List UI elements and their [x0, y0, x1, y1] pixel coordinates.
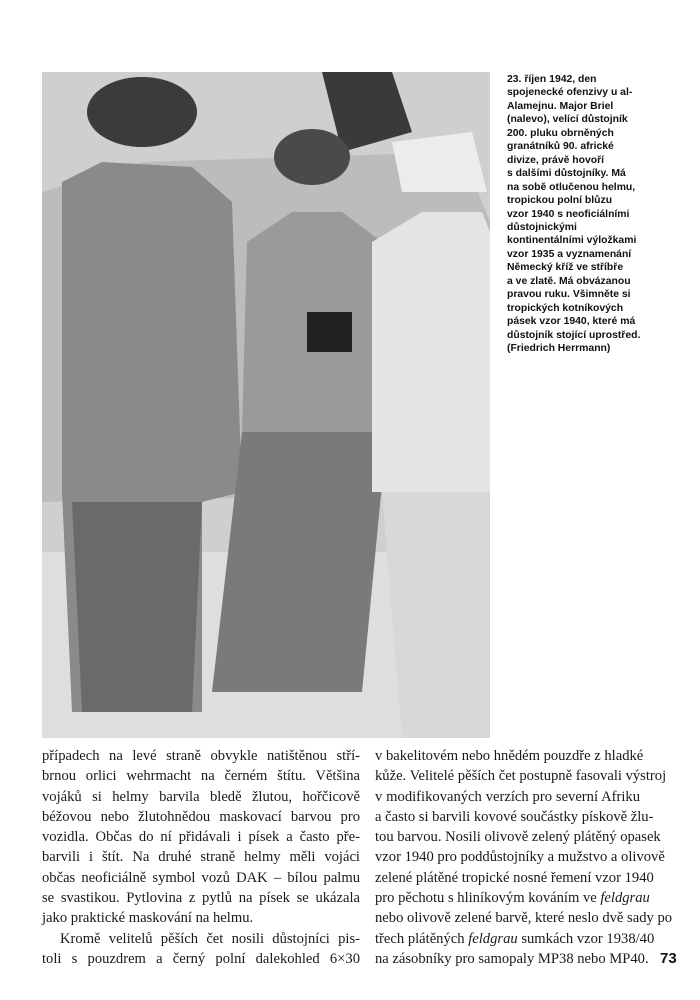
- photo-illustration: [42, 72, 490, 738]
- body-text: pro pěchotu s hliníkovým kováním ve: [375, 890, 601, 907]
- body-line: na zásobníky pro samopaly MP38 nebo MP40.: [375, 950, 649, 967]
- caption-line: Alamejnu. Major Briel: [507, 100, 614, 112]
- caption-line: Německý kříž ve stříbře: [507, 262, 624, 274]
- body-line: nebo olivově zelené barvě, které neslo dvě sady po: [375, 910, 673, 927]
- caption-line: 200. pluku obrněných: [507, 127, 614, 139]
- body-line: [375, 888, 650, 908]
- body-line: se svastikou. Pytlovina z pytlů na písek se ukázala: [42, 890, 360, 907]
- italic-term: feldgrau: [600, 890, 650, 907]
- body-line: vzor 1940 pro poddůstojníky a mužstvo a olivově: [375, 849, 665, 866]
- body-line: barvili i štít. Na druhé straně helmy měli vojáci: [42, 849, 360, 866]
- body-line: tou barvou. Nosili olivově zelený plátěný opasek: [375, 829, 661, 846]
- body-line: zelené plátěné tropické nosné řemení vzor 1940: [375, 869, 654, 886]
- body-text: sumkách vzor 1938/40: [517, 930, 655, 947]
- caption-line: spojenecké ofenzivy u al-: [507, 87, 633, 99]
- body-line: béžovou nebo žlutohnědou maskovací barvou pro: [42, 808, 360, 825]
- caption-line: a ve zlatě. Má obvázanou: [507, 275, 631, 287]
- caption-line: důstojnickými: [507, 221, 577, 233]
- body-line: jako praktické maskování na helmu.: [42, 910, 254, 927]
- caption-line: tropickou polní blůzu: [507, 195, 613, 207]
- caption-line: na sobě otlučenou helmu,: [507, 181, 636, 193]
- caption-line: divize, právě hovoří: [507, 154, 605, 166]
- caption-line: (nalevo), velící důstojník: [507, 114, 628, 126]
- body-line: a často si barvili kovové součástky pískově žlu-: [375, 808, 654, 825]
- body-text: třech plátěných: [375, 930, 469, 947]
- caption-line: s dalšími důstojníky. Má: [507, 168, 626, 180]
- body-line: vojáků si helmy barvila bledě žlutou, hořčicově: [42, 788, 360, 805]
- caption-line: kontinentálními výložkami: [507, 235, 637, 247]
- caption-line: (Friedrich Herrmann): [507, 343, 611, 355]
- body-line: občas neoficiálně symbol vozů DAK – bílou palmu: [42, 869, 360, 886]
- caption-line: granátníků 90. africké: [507, 141, 614, 153]
- body-line: v bakelitovém nebo hnědém pouzdře z hladké: [375, 748, 644, 764]
- caption-line: důstojník stojící uprostřed.: [507, 329, 641, 341]
- caption-line: pásek vzor 1940, které má: [507, 316, 636, 328]
- photo-caption: [507, 73, 697, 356]
- body-line: kůže. Velitelé pěších čet postupně fasovali výstroj: [375, 768, 667, 785]
- body-line: vozidla. Občas do ní přidávali i písek a často pře-: [42, 829, 360, 846]
- page-number: 73: [660, 950, 677, 967]
- body-line: v modifikovaných verzích pro severní Afriku: [375, 788, 640, 805]
- caption-line: pravou ruku. Všimněte si: [507, 289, 631, 301]
- caption-line: vzor 1935 a vyznamenání: [507, 248, 632, 260]
- caption-line: vzor 1940 s neoficiálními: [507, 208, 630, 220]
- body-line: [375, 929, 655, 949]
- body-line: toli s pouzdrem a černý polní dalekohled 6×30: [42, 950, 360, 967]
- body-column-left: [42, 746, 360, 969]
- photograph-soldiers: [42, 72, 490, 738]
- body-line: Kromě velitelů pěších čet nosili důstojníci pis-: [60, 930, 360, 947]
- italic-term: feldgrau: [468, 930, 518, 947]
- caption-line: tropických kotníkových: [507, 302, 624, 314]
- caption-line: 23. říjen 1942, den: [507, 74, 597, 85]
- body-line: brnou orlici wehrmacht na černém štítu. Většina: [42, 768, 360, 785]
- body-line: případech na levé straně obvykle natištěnou stří-: [42, 748, 360, 764]
